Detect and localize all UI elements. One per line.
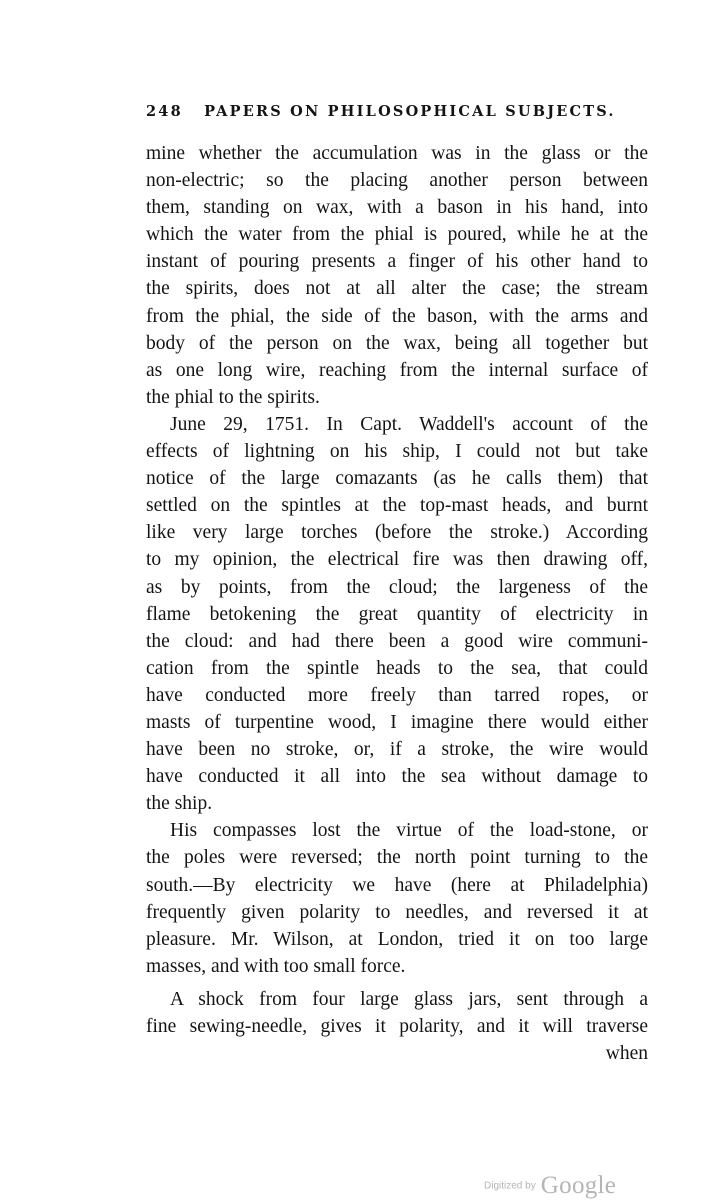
running-title: PAPERS ON PHILOSOPHICAL SUBJECTS. <box>204 103 616 120</box>
text-line: pleasure. Mr. Wilson, at London, tried it on too large <box>146 928 648 950</box>
page-number: 248 <box>146 103 183 120</box>
paragraph <box>146 411 648 817</box>
google-logo: Google <box>540 1172 617 1199</box>
text-line: frequently given polarity to needles, and reversed it at <box>146 901 648 923</box>
text-line: fine sewing-needle, gives it polarity, and it will traverse <box>146 1016 648 1037</box>
text-line: like very large torches (before the stroke.) According <box>146 522 648 544</box>
text-line: the spirits, does not at all alter the case; the stream <box>146 278 648 300</box>
text-line: instant of pouring presents a finger of his other hand to <box>146 251 648 273</box>
text-line: to my opinion, the electrical fire was then drawing off, <box>146 549 648 571</box>
text-line: as one long wire, reaching from the internal surface of <box>146 359 648 381</box>
text-line: cation from the spintle heads to the sea, that could <box>146 657 648 679</box>
text-line: flame betokening the great quantity of electricity in <box>146 603 648 625</box>
text-line: have been no stroke, or, if a stroke, the wire would <box>146 739 648 761</box>
paragraph <box>146 817 648 980</box>
text-line: the poles were reversed; the north point turning to the <box>146 847 648 869</box>
text-line: the phial to the spirits. <box>146 386 320 408</box>
text-line: have conducted more freely than tarred ropes, or <box>146 684 648 706</box>
text-line: from the phial, the side of the bason, with the arms and <box>146 305 648 327</box>
text-line: notice of the large comazants (as he calls them) that <box>146 468 648 490</box>
text-line: masts of turpentine wood, I imagine there would either <box>146 711 648 733</box>
text-line: the cloud: and had there been a good wire communi- <box>146 630 648 652</box>
catchword: when <box>605 1043 648 1065</box>
text-line: have conducted it all into the sea without damage to <box>146 766 648 788</box>
text-line: mine whether the accumulation was in the glass or the <box>146 143 648 164</box>
text-line: them, standing on wax, with a bason in his hand, into <box>146 197 648 219</box>
watermark-prefix: Digitized by <box>484 1180 536 1192</box>
google-watermark <box>484 1172 616 1200</box>
paragraph <box>146 986 648 1067</box>
text-line: masses, and with too small force. <box>146 955 406 977</box>
text-line: settled on the spintles at the top-mast heads, and burnt <box>146 495 648 517</box>
text-line: non-electric; so the placing another person between <box>146 170 648 192</box>
text-line: June 29, 1751. In Capt. Waddell's account of the <box>170 413 648 435</box>
paragraph <box>146 140 648 411</box>
text-line: as by points, from the cloud; the largeness of the <box>146 576 648 598</box>
page-body-text <box>146 140 648 1067</box>
text-line: effects of lightning on his ship, I could not but take <box>146 441 648 463</box>
text-line: south.—By electricity we have (here at Philadelphia) <box>146 874 648 896</box>
text-line: body of the person on the wax, being all together but <box>146 332 648 354</box>
text-line: His compasses lost the virtue of the load-stone, or <box>170 820 648 842</box>
text-line: the ship. <box>146 793 213 815</box>
text-line: which the water from the phial is poured, while he at the <box>146 224 648 246</box>
text-line: A shock from four large glass jars, sent through a <box>170 988 648 1010</box>
running-header <box>146 103 656 120</box>
